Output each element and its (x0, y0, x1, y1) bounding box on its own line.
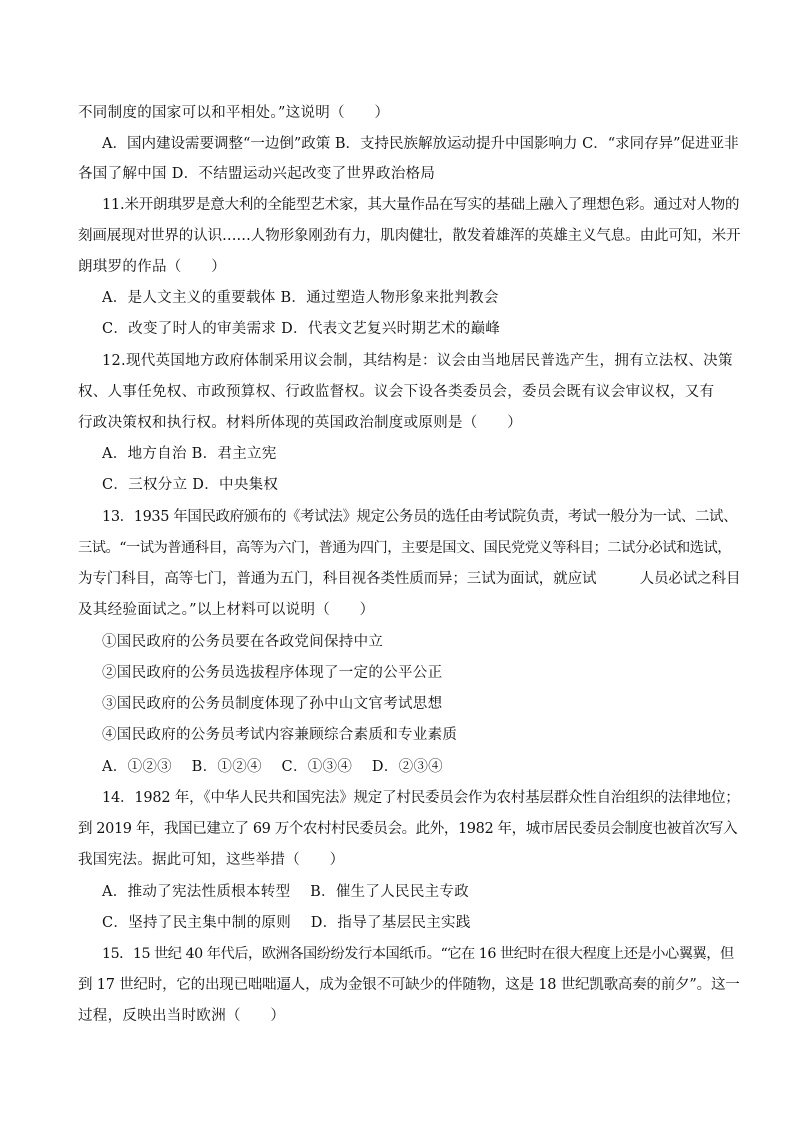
question-13-statement-1: ①国民政府的公务员要在各政党间保持中立 (102, 634, 384, 650)
question-12-stem-line-3: 行政决策权和执行权。材料所体现的英国政治制度或原则是（ ） (78, 415, 522, 431)
question-12-stem-line-2: 权、人事任免权、市政预算权、行政监督权。议会下设各类委员会，委员会既有议会审议权，又有 (78, 384, 715, 400)
question-10-options-line-2: 各国了解中国 D．不结盟运动兴起改变了世界政治格局 (78, 166, 436, 182)
question-11-stem-line-2: 刻画展现对世界的认识……人物形象刚劲有力，肌肉健壮，散发着雄浑的英雄主义气息。由此可知，米开 (78, 228, 741, 244)
question-11-options-cd: C．改变了时人的审美需求 D．代表文艺复兴时期艺术的巅峰 (102, 321, 501, 337)
question-12-stem-line-1: 12.现代英国地方政府体制采用议会制，其结构是：议会由当地居民普选产生，拥有立法权、决策 (102, 353, 733, 369)
question-14-stem-line-2: 到 2019 年，我国已建立了 69 万个农村村民委员会。此外，1982 年，城市居民委员会制度也被首次写入 (78, 821, 738, 837)
question-10-continuation: 不同制度的国家可以和平相处。”这说明（ ） (78, 105, 390, 121)
question-14-stem-line-3: 我国宪法。据此可知，这些举措（ ） (78, 852, 345, 868)
question-11-options-ab: A．是人文主义的重要载体 B．通过塑造人物形象来批判教会 (102, 290, 499, 306)
question-11-stem-line-3: 朗琪罗的作品（ ） (78, 259, 226, 275)
question-14-stem-line-1: 14．1982 年，《中华人民共和国宪法》规定了村民委员会作为农村基层群众性自治组织的法律地位； (102, 790, 740, 806)
question-15-stem-line-1: 15．15 世纪 40 年代后，欧洲各国纷纷发行本国纸币。“它在 16 世纪时在很大程度上还是小心翼翼，但 (102, 946, 734, 962)
question-13-statement-3: ③国民政府的公务员制度体现了孙中山文官考试思想 (102, 696, 443, 712)
question-14-options-cd: C．坚持了民主集中制的原则 D．指导了基层民主实践 (102, 915, 471, 931)
question-12-options-ab: A．地方自治 B．君主立宪 (102, 446, 277, 462)
question-13-options: A．①②③ B．①②④ C．①③④ D．②③④ (102, 759, 443, 775)
question-13-stem-line-3: 为专门科目，高等七门，普通为五门，科目视各类性质而异；三试为面试，就应试 人员必试之科目 (78, 571, 741, 587)
question-10-options-line-1: A．国内建设需要调整“一边倒”政策 B．支持民族解放运动提升中国影响力 C．“求同存异”促进亚非 (102, 136, 739, 152)
question-13-stem-line-2: 三试。“一试为普通科目，高等为六门，普通为四门，主要是国文、国民党党义等科目；二试分必试和选试， (78, 540, 732, 556)
question-13-stem-line-1: 13．1935 年国民政府颁布的《考试法》规定公务员的选任由考试院负责，考试一般分为一试、二试、 (102, 509, 738, 525)
question-13-statement-4: ④国民政府的公务员考试内容兼顾综合素质和专业素质 (102, 727, 458, 743)
question-11-stem-line-1: 11.米开朗琪罗是意大利的全能型艺术家，其大量作品在写实的基础上融入了理想色彩。通过对人物的 (102, 197, 740, 213)
question-14-options-ab: A．推动了宪法性质根本转型 B．催生了人民民主专政 (102, 884, 470, 900)
question-15-stem-line-3: 过程，反映出当时欧洲（ ） (78, 1008, 286, 1024)
question-13-stem-line-4: 及其经验面试之。”以上材料可以说明（ ） (78, 602, 375, 618)
question-13-statement-2: ②国民政府的公务员选拔程序体现了一定的公平公正 (102, 665, 443, 681)
question-15-stem-line-2: 到 17 世纪时，它的出现已咄咄逼人，成为金银不可缺少的伴随物，这是 18 世纪凯歌高奏的前夕”。这一 (78, 977, 740, 993)
question-12-options-cd: C．三权分立 D．中央集权 (102, 477, 279, 493)
